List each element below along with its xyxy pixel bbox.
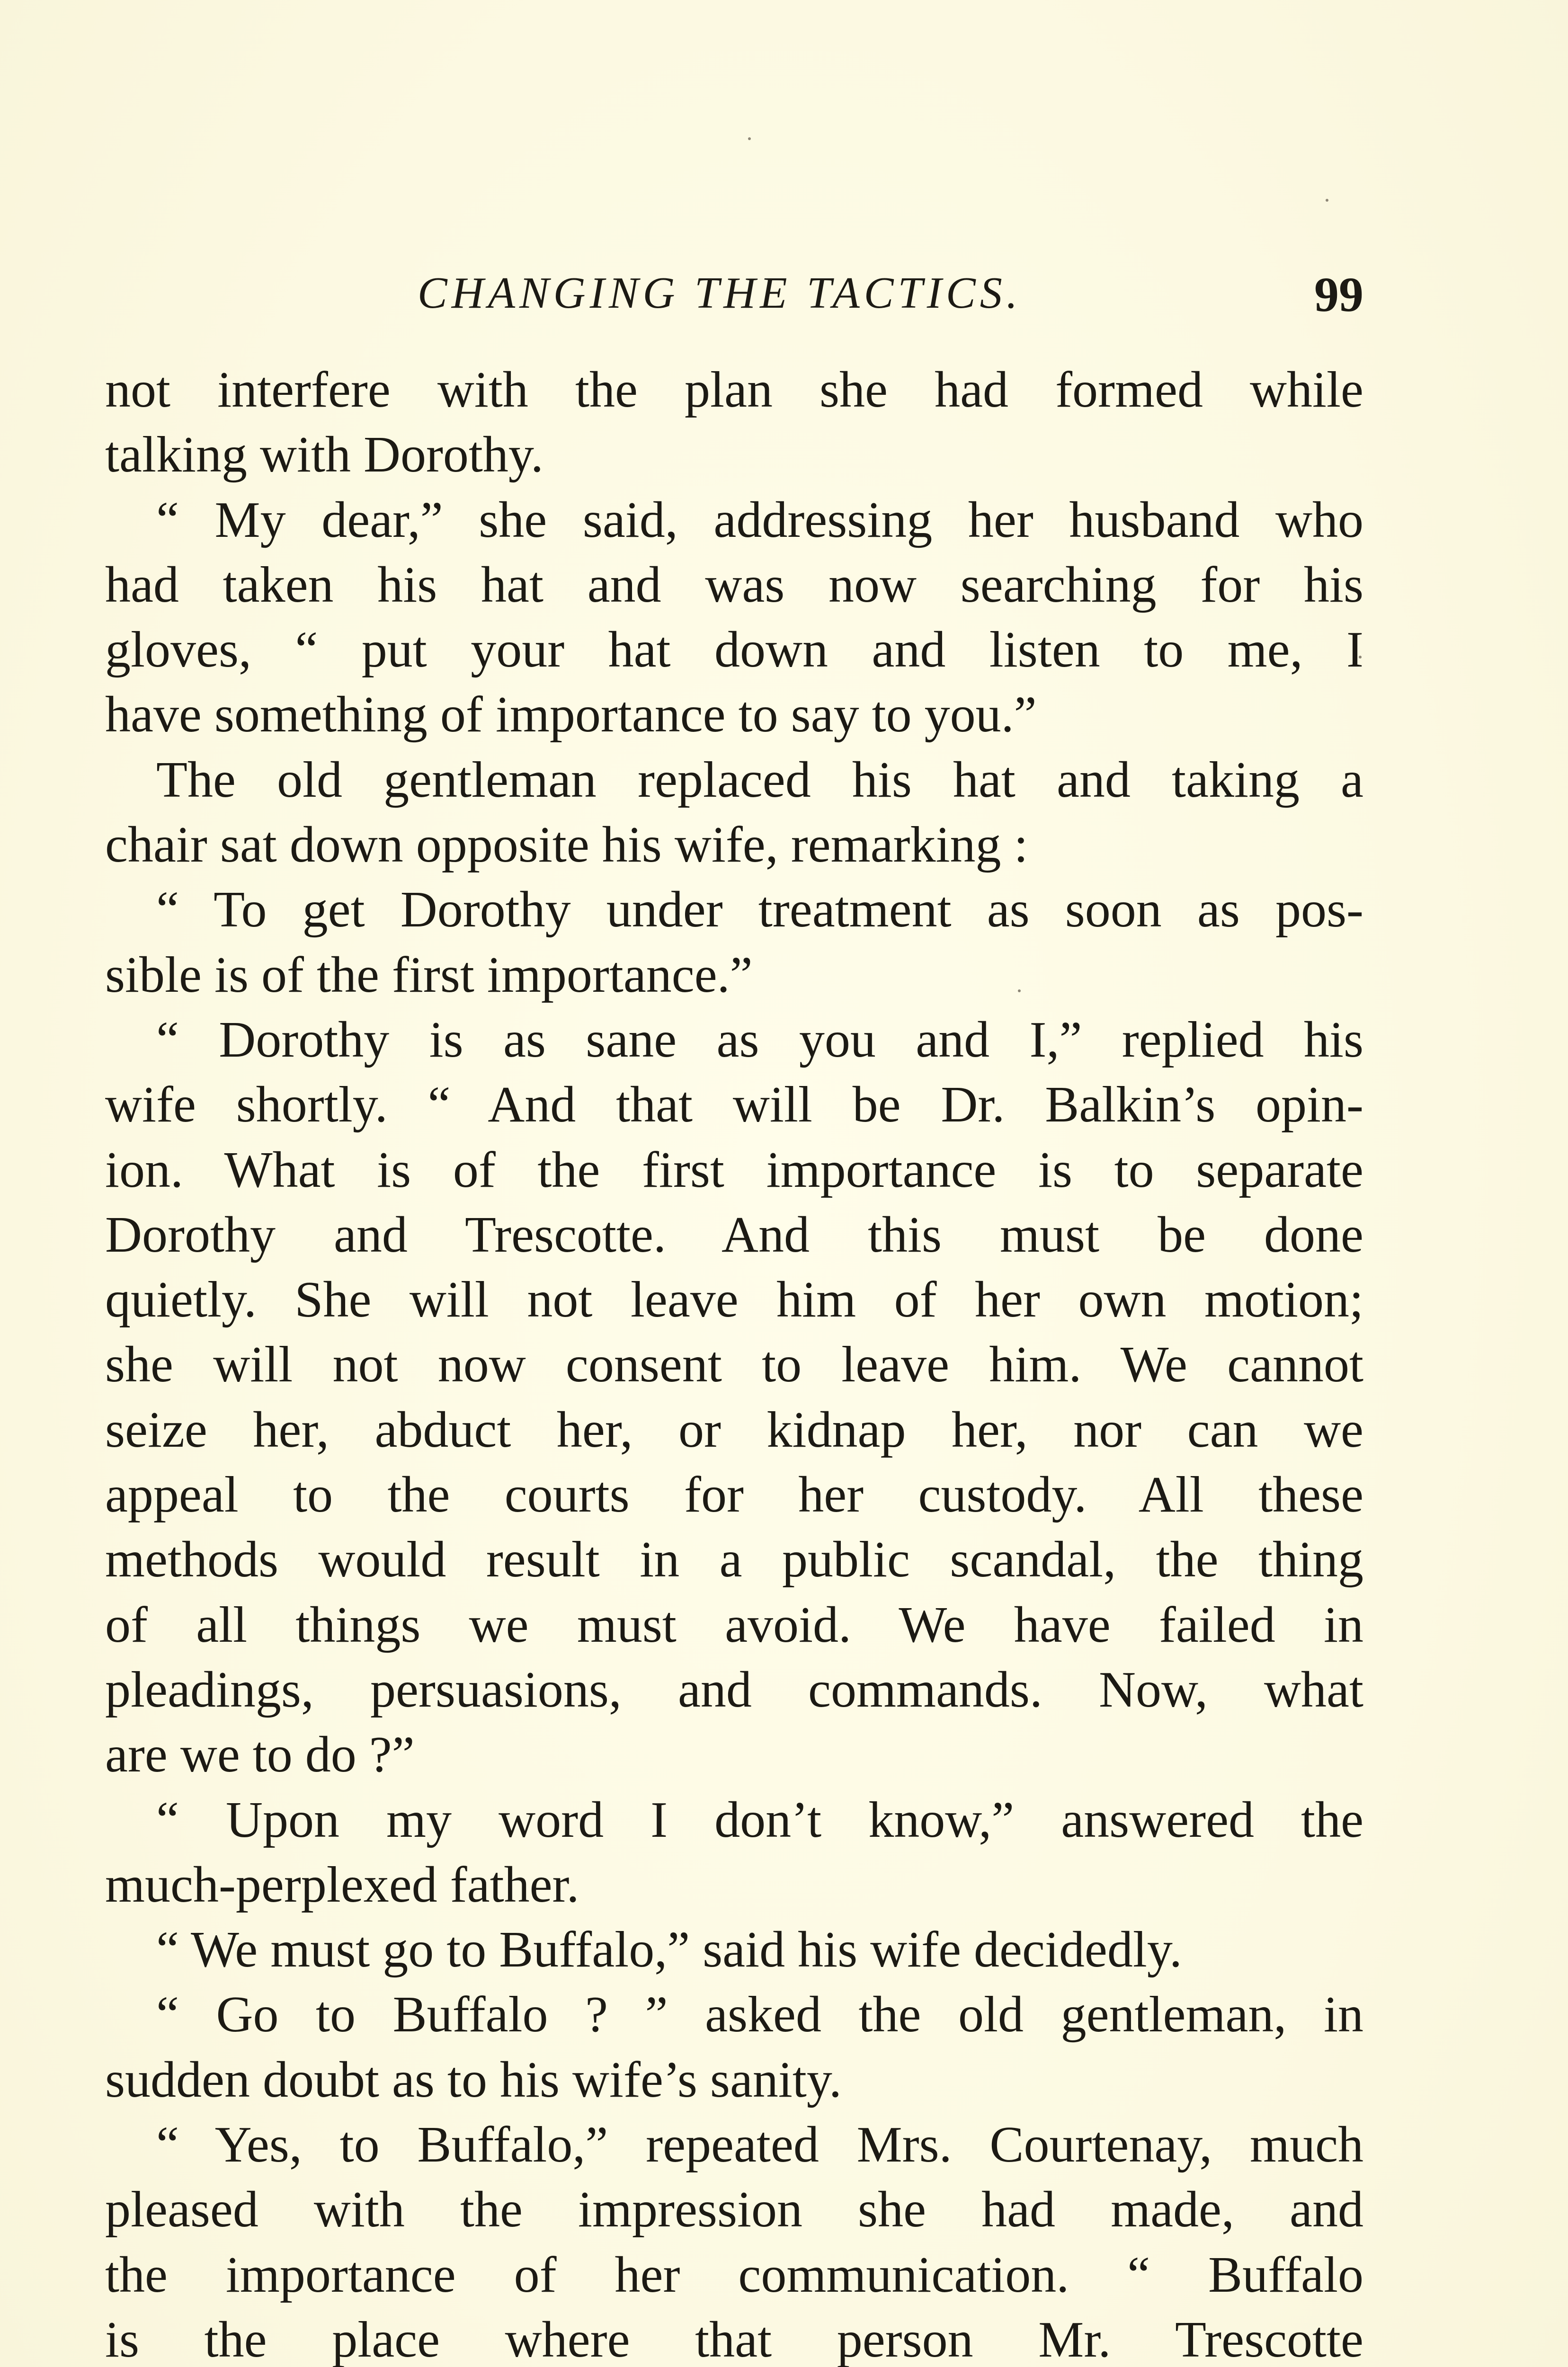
text-line: The old gentleman replaced his hat and taking a (156, 751, 1363, 808)
text-line: much-perplexed father. (105, 1856, 579, 1913)
text-line: talking with Dorothy. (105, 427, 543, 483)
text-line: is the place where that person Mr. Trescotte (105, 2311, 1363, 2367)
text-line: wife shortly. “ And that will be Dr. Balkin’s opin- (105, 1077, 1363, 1133)
text-line: pleadings, persuasions, and commands. Now, what (105, 1661, 1363, 1718)
text-line: have something of importance to say to you.” (105, 686, 1037, 743)
text-line: the importance of her communication. “ Buffalo (105, 2246, 1363, 2303)
text-line: appeal to the courts for her custody. All these (105, 1467, 1363, 1523)
text-line: she will not now consent to leave him. We cannot (105, 1336, 1363, 1393)
paper-speck (748, 137, 751, 140)
text-line: sible is of the first importance.” (105, 946, 753, 1003)
text-line: seize her, abduct her, or kidnap her, nor can we (105, 1401, 1363, 1458)
text-line: “ Yes, to Buffalo,” repeated Mrs. Courtenay, much (156, 2117, 1363, 2173)
text-line: are we to do ?” (105, 1726, 415, 1783)
text-line: Dorothy and Trescotte. And this must be done (105, 1206, 1363, 1263)
text-line: of all things we must avoid. We have failed in (105, 1596, 1363, 1653)
text-line: “ To get Dorothy under treatment as soon as pos- (156, 881, 1363, 938)
text-line: sudden doubt as to his wife’s sanity. (105, 2051, 842, 2108)
paper-speck (1326, 199, 1328, 202)
text-line: pleased with the impression she had made, and (105, 2181, 1363, 2238)
text-line: “ We must go to Buffalo,” said his wife decidedly. (156, 1922, 1182, 1978)
text-line: “ My dear,” she said, addressing her husband who (156, 491, 1363, 548)
text-line: quietly. She will not leave him of her own motion; (105, 1272, 1363, 1328)
page-number: 99 (1314, 267, 1363, 322)
text-line: “ Go to Buffalo ? ” asked the old gentleman, in (156, 1986, 1363, 2043)
text-line: gloves, “ put your hat down and listen to me, I (105, 622, 1363, 678)
text-line: had taken his hat and was now searching for his (105, 556, 1363, 613)
running-head-title: CHANGING THE TACTICS. (418, 268, 1022, 318)
text-line: methods would result in a public scandal, the thing (105, 1531, 1363, 1588)
text-line: chair sat down opposite his wife, remarking : (105, 817, 1028, 873)
text-line: “ Dorothy is as sane as you and I,” replied his (156, 1011, 1363, 1068)
running-head (105, 258, 1363, 329)
body-text (105, 357, 1363, 2367)
text-line: not interfere with the plan she had formed while (105, 362, 1363, 418)
text-line: ion. What is of the first importance is to separate (105, 1141, 1363, 1198)
text-line: “ Upon my word I don’t know,” answered the (156, 1791, 1363, 1848)
